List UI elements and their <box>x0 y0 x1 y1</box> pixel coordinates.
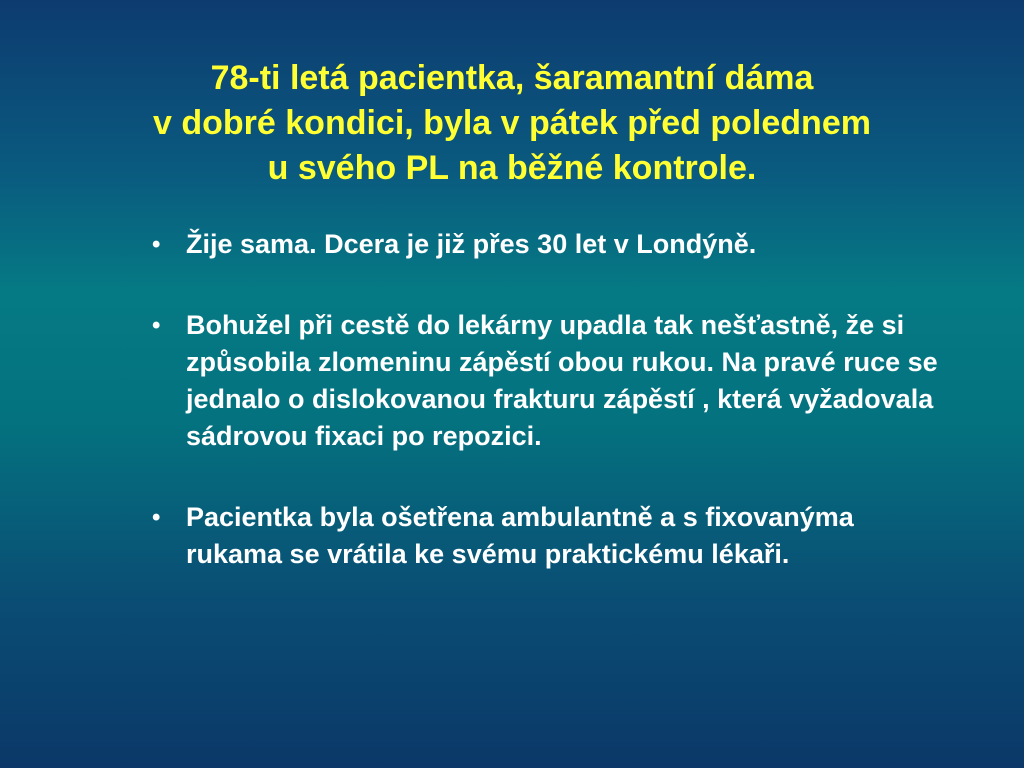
title-line-1: 78-ti letá pacientka, šaramantní dáma <box>210 59 814 97</box>
bullet-text: Žije sama. Dcera je již přes 30 let v Londýně. <box>186 229 757 259</box>
bullet-icon: • <box>152 312 161 339</box>
slide-title <box>40 56 984 191</box>
bullet-item <box>152 307 952 455</box>
bullet-icon: • <box>152 231 161 258</box>
bullet-text: Bohužel při cestě do lekárny upadla tak nešťastně, že si způsobila zlomeninu zápěstí obou rukou. Na pravé ruce se jednalo o dislokovanou frakturu zápěstí , která vyžadovala sádrovou fixaci po repozici. <box>186 310 938 451</box>
bullet-text: Pacientka byla ošetřena ambulantně a s fixovanýma rukama se vrátila ke svému praktickému lékaři. <box>186 502 854 569</box>
bullet-list <box>152 226 952 573</box>
bullet-icon: • <box>152 504 161 531</box>
title-line-2: v dobré kondici, byla v pátek před polednem <box>153 104 871 142</box>
title-line-3: u svého PL na běžné kontrole. <box>267 149 757 187</box>
bullet-item <box>152 499 952 573</box>
bullet-item <box>152 226 952 263</box>
